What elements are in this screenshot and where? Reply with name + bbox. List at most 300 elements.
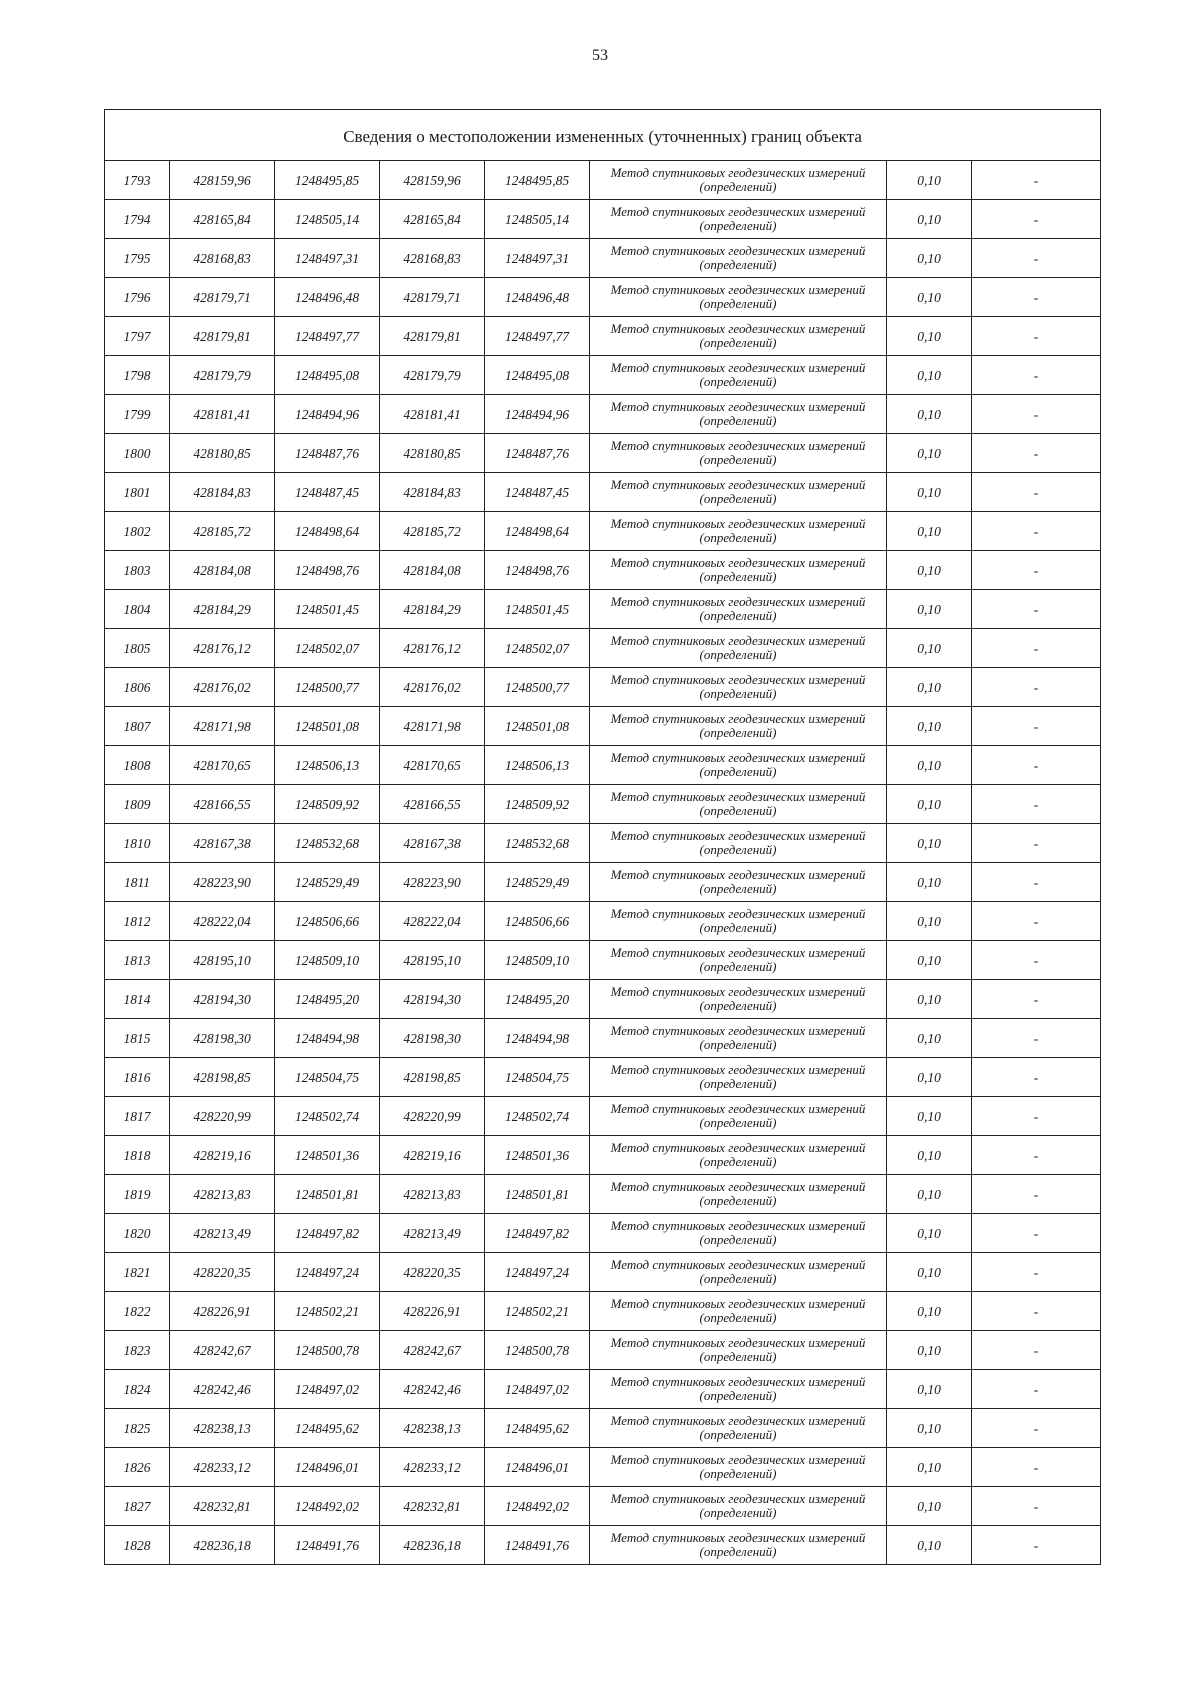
x-existing-cell: 428236,18 — [170, 1526, 275, 1565]
point-number-cell: 1796 — [105, 278, 170, 317]
y-refined-cell: 1248487,76 — [485, 434, 590, 473]
x-refined-cell: 428226,91 — [380, 1292, 485, 1331]
y-refined-cell: 1248506,13 — [485, 746, 590, 785]
accuracy-cell: 0,10 — [887, 980, 972, 1019]
accuracy-cell: 0,10 — [887, 1058, 972, 1097]
note-cell: - — [972, 1214, 1101, 1253]
y-refined-cell: 1248498,64 — [485, 512, 590, 551]
accuracy-cell: 0,10 — [887, 473, 972, 512]
note-cell: - — [972, 707, 1101, 746]
table-row — [105, 317, 1101, 356]
note-cell: - — [972, 668, 1101, 707]
accuracy-cell: 0,10 — [887, 1370, 972, 1409]
method-cell: Метод спутниковых геодезических измерений (определений) — [590, 1019, 887, 1058]
y-refined-cell: 1248500,78 — [485, 1331, 590, 1370]
note-cell: - — [972, 1331, 1101, 1370]
y-refined-cell: 1248509,92 — [485, 785, 590, 824]
x-refined-cell: 428179,81 — [380, 317, 485, 356]
method-cell: Метод спутниковых геодезических измерений (определений) — [590, 1058, 887, 1097]
accuracy-cell: 0,10 — [887, 1136, 972, 1175]
table-row — [105, 1058, 1101, 1097]
y-existing-cell: 1248502,21 — [275, 1292, 380, 1331]
x-existing-cell: 428168,83 — [170, 239, 275, 278]
y-existing-cell: 1248496,48 — [275, 278, 380, 317]
note-cell: - — [972, 1526, 1101, 1565]
table-row — [105, 356, 1101, 395]
note-cell: - — [972, 200, 1101, 239]
note-cell: - — [972, 1019, 1101, 1058]
table-row — [105, 1487, 1101, 1526]
x-refined-cell: 428195,10 — [380, 941, 485, 980]
x-existing-cell: 428179,71 — [170, 278, 275, 317]
note-cell: - — [972, 395, 1101, 434]
note-cell: - — [972, 1448, 1101, 1487]
x-refined-cell: 428184,83 — [380, 473, 485, 512]
x-existing-cell: 428198,30 — [170, 1019, 275, 1058]
note-cell: - — [972, 278, 1101, 317]
x-existing-cell: 428179,81 — [170, 317, 275, 356]
method-cell: Метод спутниковых геодезических измерений (определений) — [590, 161, 887, 200]
x-refined-cell: 428213,83 — [380, 1175, 485, 1214]
accuracy-cell: 0,10 — [887, 1019, 972, 1058]
x-refined-cell: 428219,16 — [380, 1136, 485, 1175]
y-refined-cell: 1248495,85 — [485, 161, 590, 200]
y-refined-cell: 1248501,81 — [485, 1175, 590, 1214]
point-number-cell: 1802 — [105, 512, 170, 551]
point-number-cell: 1794 — [105, 200, 170, 239]
y-refined-cell: 1248495,62 — [485, 1409, 590, 1448]
y-existing-cell: 1248506,66 — [275, 902, 380, 941]
table-row — [105, 1448, 1101, 1487]
x-existing-cell: 428232,81 — [170, 1487, 275, 1526]
method-cell: Метод спутниковых геодезических измерений (определений) — [590, 863, 887, 902]
y-existing-cell: 1248502,74 — [275, 1097, 380, 1136]
method-cell: Метод спутниковых геодезических измерений (определений) — [590, 512, 887, 551]
y-existing-cell: 1248501,81 — [275, 1175, 380, 1214]
method-cell: Метод спутниковых геодезических измерений (определений) — [590, 590, 887, 629]
x-existing-cell: 428166,55 — [170, 785, 275, 824]
table-row — [105, 395, 1101, 434]
y-existing-cell: 1248498,76 — [275, 551, 380, 590]
point-number-cell: 1820 — [105, 1214, 170, 1253]
x-refined-cell: 428167,38 — [380, 824, 485, 863]
accuracy-cell: 0,10 — [887, 512, 972, 551]
point-number-cell: 1800 — [105, 434, 170, 473]
table-row — [105, 512, 1101, 551]
y-existing-cell: 1248497,02 — [275, 1370, 380, 1409]
method-cell: Метод спутниковых геодезических измерений (определений) — [590, 1214, 887, 1253]
x-refined-cell: 428194,30 — [380, 980, 485, 1019]
note-cell: - — [972, 1487, 1101, 1526]
x-refined-cell: 428223,90 — [380, 863, 485, 902]
x-refined-cell: 428213,49 — [380, 1214, 485, 1253]
x-refined-cell: 428222,04 — [380, 902, 485, 941]
x-refined-cell: 428166,55 — [380, 785, 485, 824]
accuracy-cell: 0,10 — [887, 551, 972, 590]
table-body — [105, 161, 1101, 1565]
y-existing-cell: 1248487,76 — [275, 434, 380, 473]
accuracy-cell: 0,10 — [887, 590, 972, 629]
y-existing-cell: 1248501,36 — [275, 1136, 380, 1175]
method-cell: Метод спутниковых геодезических измерений (определений) — [590, 629, 887, 668]
table-row — [105, 434, 1101, 473]
accuracy-cell: 0,10 — [887, 1175, 972, 1214]
table-row — [105, 1526, 1101, 1565]
table-row — [105, 1214, 1101, 1253]
x-existing-cell: 428180,85 — [170, 434, 275, 473]
table-title: Сведения о местоположении измененных (уточненных) границ объекта — [105, 110, 1101, 161]
x-existing-cell: 428213,83 — [170, 1175, 275, 1214]
y-existing-cell: 1248487,45 — [275, 473, 380, 512]
point-number-cell: 1824 — [105, 1370, 170, 1409]
method-cell: Метод спутниковых геодезических измерений (определений) — [590, 317, 887, 356]
y-refined-cell: 1248500,77 — [485, 668, 590, 707]
y-existing-cell: 1248506,13 — [275, 746, 380, 785]
x-existing-cell: 428194,30 — [170, 980, 275, 1019]
note-cell: - — [972, 1292, 1101, 1331]
y-refined-cell: 1248532,68 — [485, 824, 590, 863]
table-row — [105, 629, 1101, 668]
page-number: 53 — [592, 47, 608, 64]
method-cell: Метод спутниковых геодезических измерений (определений) — [590, 551, 887, 590]
x-existing-cell: 428159,96 — [170, 161, 275, 200]
point-number-cell: 1807 — [105, 707, 170, 746]
accuracy-cell: 0,10 — [887, 317, 972, 356]
accuracy-cell: 0,10 — [887, 746, 972, 785]
accuracy-cell: 0,10 — [887, 863, 972, 902]
table-row — [105, 980, 1101, 1019]
accuracy-cell: 0,10 — [887, 902, 972, 941]
accuracy-cell: 0,10 — [887, 629, 972, 668]
y-existing-cell: 1248501,45 — [275, 590, 380, 629]
note-cell: - — [972, 1136, 1101, 1175]
y-refined-cell: 1248502,21 — [485, 1292, 590, 1331]
point-number-cell: 1818 — [105, 1136, 170, 1175]
note-cell: - — [972, 590, 1101, 629]
y-refined-cell: 1248501,08 — [485, 707, 590, 746]
accuracy-cell: 0,10 — [887, 668, 972, 707]
y-refined-cell: 1248501,36 — [485, 1136, 590, 1175]
x-existing-cell: 428223,90 — [170, 863, 275, 902]
point-number-cell: 1814 — [105, 980, 170, 1019]
note-cell: - — [972, 785, 1101, 824]
note-cell: - — [972, 746, 1101, 785]
method-cell: Метод спутниковых геодезических измерений (определений) — [590, 1175, 887, 1214]
point-number-cell: 1804 — [105, 590, 170, 629]
method-cell: Метод спутниковых геодезических измерений (определений) — [590, 668, 887, 707]
x-refined-cell: 428236,18 — [380, 1526, 485, 1565]
accuracy-cell: 0,10 — [887, 161, 972, 200]
x-existing-cell: 428238,13 — [170, 1409, 275, 1448]
point-number-cell: 1811 — [105, 863, 170, 902]
x-existing-cell: 428165,84 — [170, 200, 275, 239]
method-cell: Метод спутниковых геодезических измерений (определений) — [590, 1448, 887, 1487]
table-row — [105, 785, 1101, 824]
x-existing-cell: 428233,12 — [170, 1448, 275, 1487]
x-existing-cell: 428176,02 — [170, 668, 275, 707]
point-number-cell: 1798 — [105, 356, 170, 395]
x-existing-cell: 428181,41 — [170, 395, 275, 434]
y-existing-cell: 1248500,77 — [275, 668, 380, 707]
y-refined-cell: 1248496,01 — [485, 1448, 590, 1487]
table-row — [105, 200, 1101, 239]
point-number-cell: 1815 — [105, 1019, 170, 1058]
accuracy-cell: 0,10 — [887, 1214, 972, 1253]
y-refined-cell: 1248496,48 — [485, 278, 590, 317]
x-existing-cell: 428184,08 — [170, 551, 275, 590]
point-number-cell: 1810 — [105, 824, 170, 863]
method-cell: Метод спутниковых геодезических измерений (определений) — [590, 1136, 887, 1175]
method-cell: Метод спутниковых геодезических измерений (определений) — [590, 785, 887, 824]
accuracy-cell: 0,10 — [887, 1253, 972, 1292]
x-existing-cell: 428184,83 — [170, 473, 275, 512]
y-refined-cell: 1248497,82 — [485, 1214, 590, 1253]
table-row — [105, 1370, 1101, 1409]
table-row — [105, 863, 1101, 902]
note-cell: - — [972, 824, 1101, 863]
point-number-cell: 1816 — [105, 1058, 170, 1097]
table-row — [105, 1331, 1101, 1370]
table-row — [105, 1136, 1101, 1175]
x-existing-cell: 428242,46 — [170, 1370, 275, 1409]
x-refined-cell: 428176,12 — [380, 629, 485, 668]
table-row — [105, 941, 1101, 980]
point-number-cell: 1812 — [105, 902, 170, 941]
x-existing-cell: 428213,49 — [170, 1214, 275, 1253]
note-cell: - — [972, 1058, 1101, 1097]
y-refined-cell: 1248506,66 — [485, 902, 590, 941]
method-cell: Метод спутниковых геодезических измерений (определений) — [590, 1292, 887, 1331]
y-existing-cell: 1248494,98 — [275, 1019, 380, 1058]
y-existing-cell: 1248497,31 — [275, 239, 380, 278]
x-existing-cell: 428184,29 — [170, 590, 275, 629]
x-existing-cell: 428176,12 — [170, 629, 275, 668]
x-refined-cell: 428159,96 — [380, 161, 485, 200]
point-number-cell: 1825 — [105, 1409, 170, 1448]
y-refined-cell: 1248498,76 — [485, 551, 590, 590]
y-existing-cell: 1248496,01 — [275, 1448, 380, 1487]
table-row — [105, 824, 1101, 863]
accuracy-cell: 0,10 — [887, 824, 972, 863]
accuracy-cell: 0,10 — [887, 1331, 972, 1370]
table-row — [105, 1253, 1101, 1292]
y-refined-cell: 1248505,14 — [485, 200, 590, 239]
table-row — [105, 278, 1101, 317]
method-cell: Метод спутниковых геодезических измерений (определений) — [590, 1526, 887, 1565]
y-existing-cell: 1248509,10 — [275, 941, 380, 980]
x-refined-cell: 428185,72 — [380, 512, 485, 551]
y-existing-cell: 1248501,08 — [275, 707, 380, 746]
point-number-cell: 1801 — [105, 473, 170, 512]
method-cell: Метод спутниковых геодезических измерений (определений) — [590, 1331, 887, 1370]
accuracy-cell: 0,10 — [887, 395, 972, 434]
note-cell: - — [972, 1175, 1101, 1214]
x-refined-cell: 428242,67 — [380, 1331, 485, 1370]
point-number-cell: 1827 — [105, 1487, 170, 1526]
method-cell: Метод спутниковых геодезических измерений (определений) — [590, 434, 887, 473]
note-cell: - — [972, 1409, 1101, 1448]
x-refined-cell: 428180,85 — [380, 434, 485, 473]
y-refined-cell: 1248502,07 — [485, 629, 590, 668]
point-number-cell: 1817 — [105, 1097, 170, 1136]
x-refined-cell: 428198,30 — [380, 1019, 485, 1058]
accuracy-cell: 0,10 — [887, 1097, 972, 1136]
note-cell: - — [972, 473, 1101, 512]
accuracy-cell: 0,10 — [887, 1292, 972, 1331]
x-existing-cell: 428195,10 — [170, 941, 275, 980]
y-refined-cell: 1248495,20 — [485, 980, 590, 1019]
x-refined-cell: 428171,98 — [380, 707, 485, 746]
y-refined-cell: 1248495,08 — [485, 356, 590, 395]
note-cell: - — [972, 317, 1101, 356]
x-existing-cell: 428185,72 — [170, 512, 275, 551]
y-refined-cell: 1248497,24 — [485, 1253, 590, 1292]
table-row — [105, 1409, 1101, 1448]
boundary-coordinates-table — [104, 109, 1101, 1565]
y-existing-cell: 1248494,96 — [275, 395, 380, 434]
x-existing-cell: 428167,38 — [170, 824, 275, 863]
point-number-cell: 1799 — [105, 395, 170, 434]
x-existing-cell: 428219,16 — [170, 1136, 275, 1175]
method-cell: Метод спутниковых геодезических измерений (определений) — [590, 1253, 887, 1292]
y-existing-cell: 1248492,02 — [275, 1487, 380, 1526]
x-refined-cell: 428220,35 — [380, 1253, 485, 1292]
y-existing-cell: 1248495,08 — [275, 356, 380, 395]
y-existing-cell: 1248497,82 — [275, 1214, 380, 1253]
point-number-cell: 1803 — [105, 551, 170, 590]
point-number-cell: 1821 — [105, 1253, 170, 1292]
x-existing-cell: 428171,98 — [170, 707, 275, 746]
table-row — [105, 551, 1101, 590]
point-number-cell: 1828 — [105, 1526, 170, 1565]
note-cell: - — [972, 629, 1101, 668]
y-refined-cell: 1248504,75 — [485, 1058, 590, 1097]
point-number-cell: 1797 — [105, 317, 170, 356]
table-row — [105, 239, 1101, 278]
point-number-cell: 1808 — [105, 746, 170, 785]
x-existing-cell: 428179,79 — [170, 356, 275, 395]
point-number-cell: 1795 — [105, 239, 170, 278]
x-existing-cell: 428222,04 — [170, 902, 275, 941]
accuracy-cell: 0,10 — [887, 434, 972, 473]
point-number-cell: 1809 — [105, 785, 170, 824]
accuracy-cell: 0,10 — [887, 1448, 972, 1487]
note-cell: - — [972, 512, 1101, 551]
accuracy-cell: 0,10 — [887, 1487, 972, 1526]
y-refined-cell: 1248497,31 — [485, 239, 590, 278]
method-cell: Метод спутниковых геодезических измерений (определений) — [590, 1370, 887, 1409]
method-cell: Метод спутниковых геодезических измерений (определений) — [590, 278, 887, 317]
x-existing-cell: 428220,99 — [170, 1097, 275, 1136]
y-refined-cell: 1248487,45 — [485, 473, 590, 512]
y-existing-cell: 1248509,92 — [275, 785, 380, 824]
note-cell: - — [972, 902, 1101, 941]
point-number-cell: 1813 — [105, 941, 170, 980]
note-cell: - — [972, 980, 1101, 1019]
table-row — [105, 590, 1101, 629]
accuracy-cell: 0,10 — [887, 941, 972, 980]
x-refined-cell: 428181,41 — [380, 395, 485, 434]
x-refined-cell: 428170,65 — [380, 746, 485, 785]
method-cell: Метод спутниковых геодезических измерений (определений) — [590, 980, 887, 1019]
x-existing-cell: 428226,91 — [170, 1292, 275, 1331]
y-refined-cell: 1248497,77 — [485, 317, 590, 356]
point-number-cell: 1805 — [105, 629, 170, 668]
note-cell: - — [972, 161, 1101, 200]
note-cell: - — [972, 1097, 1101, 1136]
note-cell: - — [972, 356, 1101, 395]
note-cell: - — [972, 941, 1101, 980]
accuracy-cell: 0,10 — [887, 707, 972, 746]
accuracy-cell: 0,10 — [887, 1526, 972, 1565]
y-existing-cell: 1248495,85 — [275, 161, 380, 200]
x-existing-cell: 428170,65 — [170, 746, 275, 785]
y-refined-cell: 1248509,10 — [485, 941, 590, 980]
x-refined-cell: 428165,84 — [380, 200, 485, 239]
x-refined-cell: 428232,81 — [380, 1487, 485, 1526]
method-cell: Метод спутниковых геодезических измерений (определений) — [590, 239, 887, 278]
point-number-cell: 1806 — [105, 668, 170, 707]
point-number-cell: 1822 — [105, 1292, 170, 1331]
note-cell: - — [972, 551, 1101, 590]
y-existing-cell: 1248504,75 — [275, 1058, 380, 1097]
x-existing-cell: 428220,35 — [170, 1253, 275, 1292]
x-refined-cell: 428176,02 — [380, 668, 485, 707]
y-refined-cell: 1248497,02 — [485, 1370, 590, 1409]
method-cell: Метод спутниковых геодезических измерений (определений) — [590, 473, 887, 512]
table-row — [105, 668, 1101, 707]
x-refined-cell: 428242,46 — [380, 1370, 485, 1409]
method-cell: Метод спутниковых геодезических измерений (определений) — [590, 200, 887, 239]
x-refined-cell: 428184,08 — [380, 551, 485, 590]
method-cell: Метод спутниковых геодезических измерений (определений) — [590, 1097, 887, 1136]
table-row — [105, 161, 1101, 200]
note-cell: - — [972, 434, 1101, 473]
accuracy-cell: 0,10 — [887, 239, 972, 278]
table-row — [105, 473, 1101, 512]
y-existing-cell: 1248502,07 — [275, 629, 380, 668]
accuracy-cell: 0,10 — [887, 1409, 972, 1448]
x-refined-cell: 428198,85 — [380, 1058, 485, 1097]
x-existing-cell: 428198,85 — [170, 1058, 275, 1097]
y-existing-cell: 1248529,49 — [275, 863, 380, 902]
point-number-cell: 1823 — [105, 1331, 170, 1370]
table-title-row — [105, 110, 1101, 161]
method-cell: Метод спутниковых геодезических измерений (определений) — [590, 941, 887, 980]
y-refined-cell: 1248502,74 — [485, 1097, 590, 1136]
accuracy-cell: 0,10 — [887, 278, 972, 317]
table-row — [105, 1175, 1101, 1214]
y-refined-cell: 1248494,96 — [485, 395, 590, 434]
y-existing-cell: 1248497,77 — [275, 317, 380, 356]
method-cell: Метод спутниковых геодезических измерений (определений) — [590, 824, 887, 863]
y-refined-cell: 1248529,49 — [485, 863, 590, 902]
table-row — [105, 707, 1101, 746]
note-cell: - — [972, 1253, 1101, 1292]
x-refined-cell: 428168,83 — [380, 239, 485, 278]
y-existing-cell: 1248497,24 — [275, 1253, 380, 1292]
y-existing-cell: 1248532,68 — [275, 824, 380, 863]
x-refined-cell: 428179,79 — [380, 356, 485, 395]
x-refined-cell: 428184,29 — [380, 590, 485, 629]
table-row — [105, 1097, 1101, 1136]
note-cell: - — [972, 239, 1101, 278]
x-refined-cell: 428220,99 — [380, 1097, 485, 1136]
note-cell: - — [972, 1370, 1101, 1409]
accuracy-cell: 0,10 — [887, 785, 972, 824]
y-refined-cell: 1248492,02 — [485, 1487, 590, 1526]
y-existing-cell: 1248500,78 — [275, 1331, 380, 1370]
